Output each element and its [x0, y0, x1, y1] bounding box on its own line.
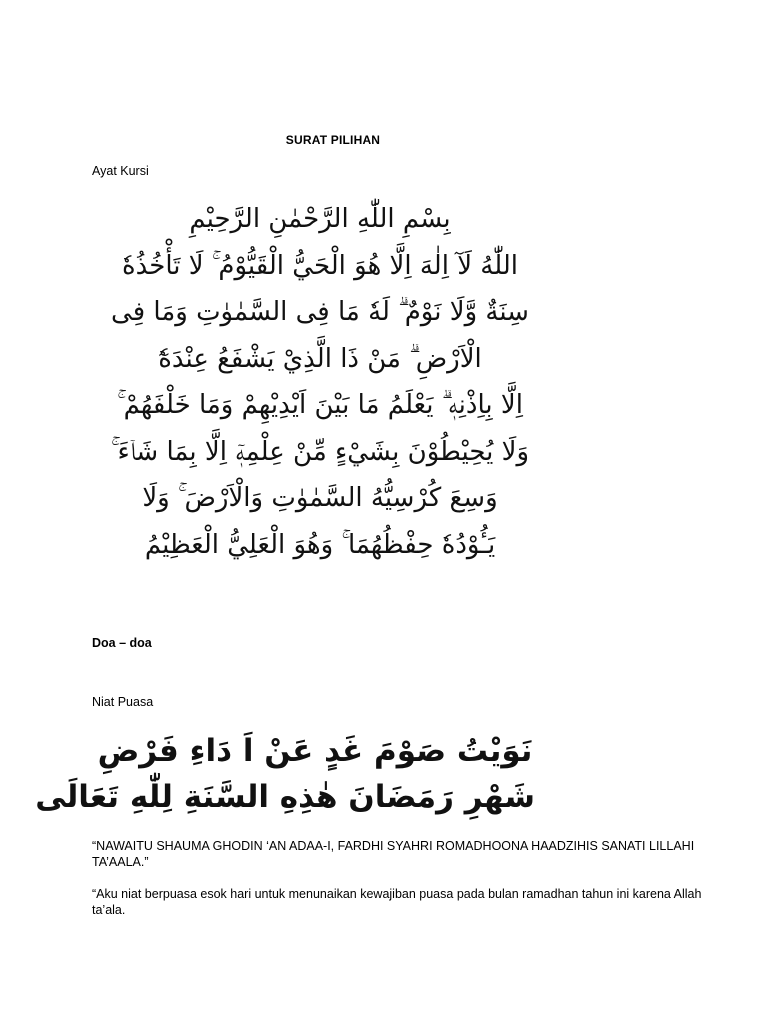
ayat-kursi-line: اللّٰهُ لَآ اِلٰهَ اِلَّا هُوَ الْحَيُّ الْقَيُّوْمُ ۚ لَا تَأْخُذُهٗ — [121, 250, 519, 281]
doa-section-heading: Doa – doa — [92, 636, 152, 650]
ayat-kursi-line: وَسِعَ كُرْسِيُّهُ السَّمٰوٰتِ وَالْاَرْضَ ۚ وَلَا — [142, 483, 498, 513]
ayat-kursi-line: بِسْمِ اللّٰهِ الرَّحْمٰنِ الرَّحِيْمِ — [189, 204, 451, 234]
ayat-kursi-label: Ayat Kursi — [92, 164, 149, 178]
ayat-kursi-line: الْاَرْضِ ۗ مَنْ ذَا الَّذِيْ يَشْفَعُ عِنْدَهٗٓ — [158, 343, 482, 374]
niat-puasa-line: نَوَيْتُ صَوْمَ غَدٍ عَنْ اَ دَاءِ فَرْضِ — [97, 733, 533, 769]
niat-puasa-transliteration — [92, 838, 712, 870]
ayat-kursi-line: يَـُٔوْدُهٗ حِفْظُهُمَا ۚ وَهُوَ الْعَلِيُّ الْعَظِيْمُ — [144, 529, 496, 560]
niat-puasa-label: Niat Puasa — [92, 695, 154, 709]
ayat-kursi-arabic-text — [100, 196, 540, 568]
translation-text: “Aku niat berpuasa esok hari untuk menunaikan kewajiban puasa pada bulan ramadhan tahun ini karena Allah ta’ala. — [92, 887, 702, 917]
ayat-kursi-line: اِلَّا بِاِذْنِهٖ ۗ يَعْلَمُ مَا بَيْنَ اَيْدِيْهِمْ وَمَا خَلْفَهُمْ ۚ — [117, 390, 523, 420]
ayat-kursi-line: سِنَةٌ وَّلَا نَوْمٌ ۗ لَهٗ مَا فِى السَّمٰوٰتِ وَمَا فِى — [111, 297, 529, 327]
niat-puasa-translation — [92, 886, 712, 918]
transliteration-text: “NAWAITU SHAUMA GHODIN ‘AN ADAA-I, FARDHI SYAHRI ROMADHOONA HAADZIHIS SANATI LILLAHI TA’AALA.” — [92, 839, 695, 869]
niat-puasa-line: شَهْرِ رَمَضَانَ هٰذِهِ السَّنَةِ لِلّٰهِ تَعَالَى — [35, 779, 535, 815]
niat-puasa-arabic-text — [35, 728, 535, 820]
ayat-kursi-line: وَلَا يُحِيْطُوْنَ بِشَيْءٍ مِّنْ عِلْمِهٖٓ اِلَّا بِمَا شَاۤءَ ۚ — [110, 436, 529, 467]
document-title: SURAT PILIHAN — [285, 133, 381, 147]
